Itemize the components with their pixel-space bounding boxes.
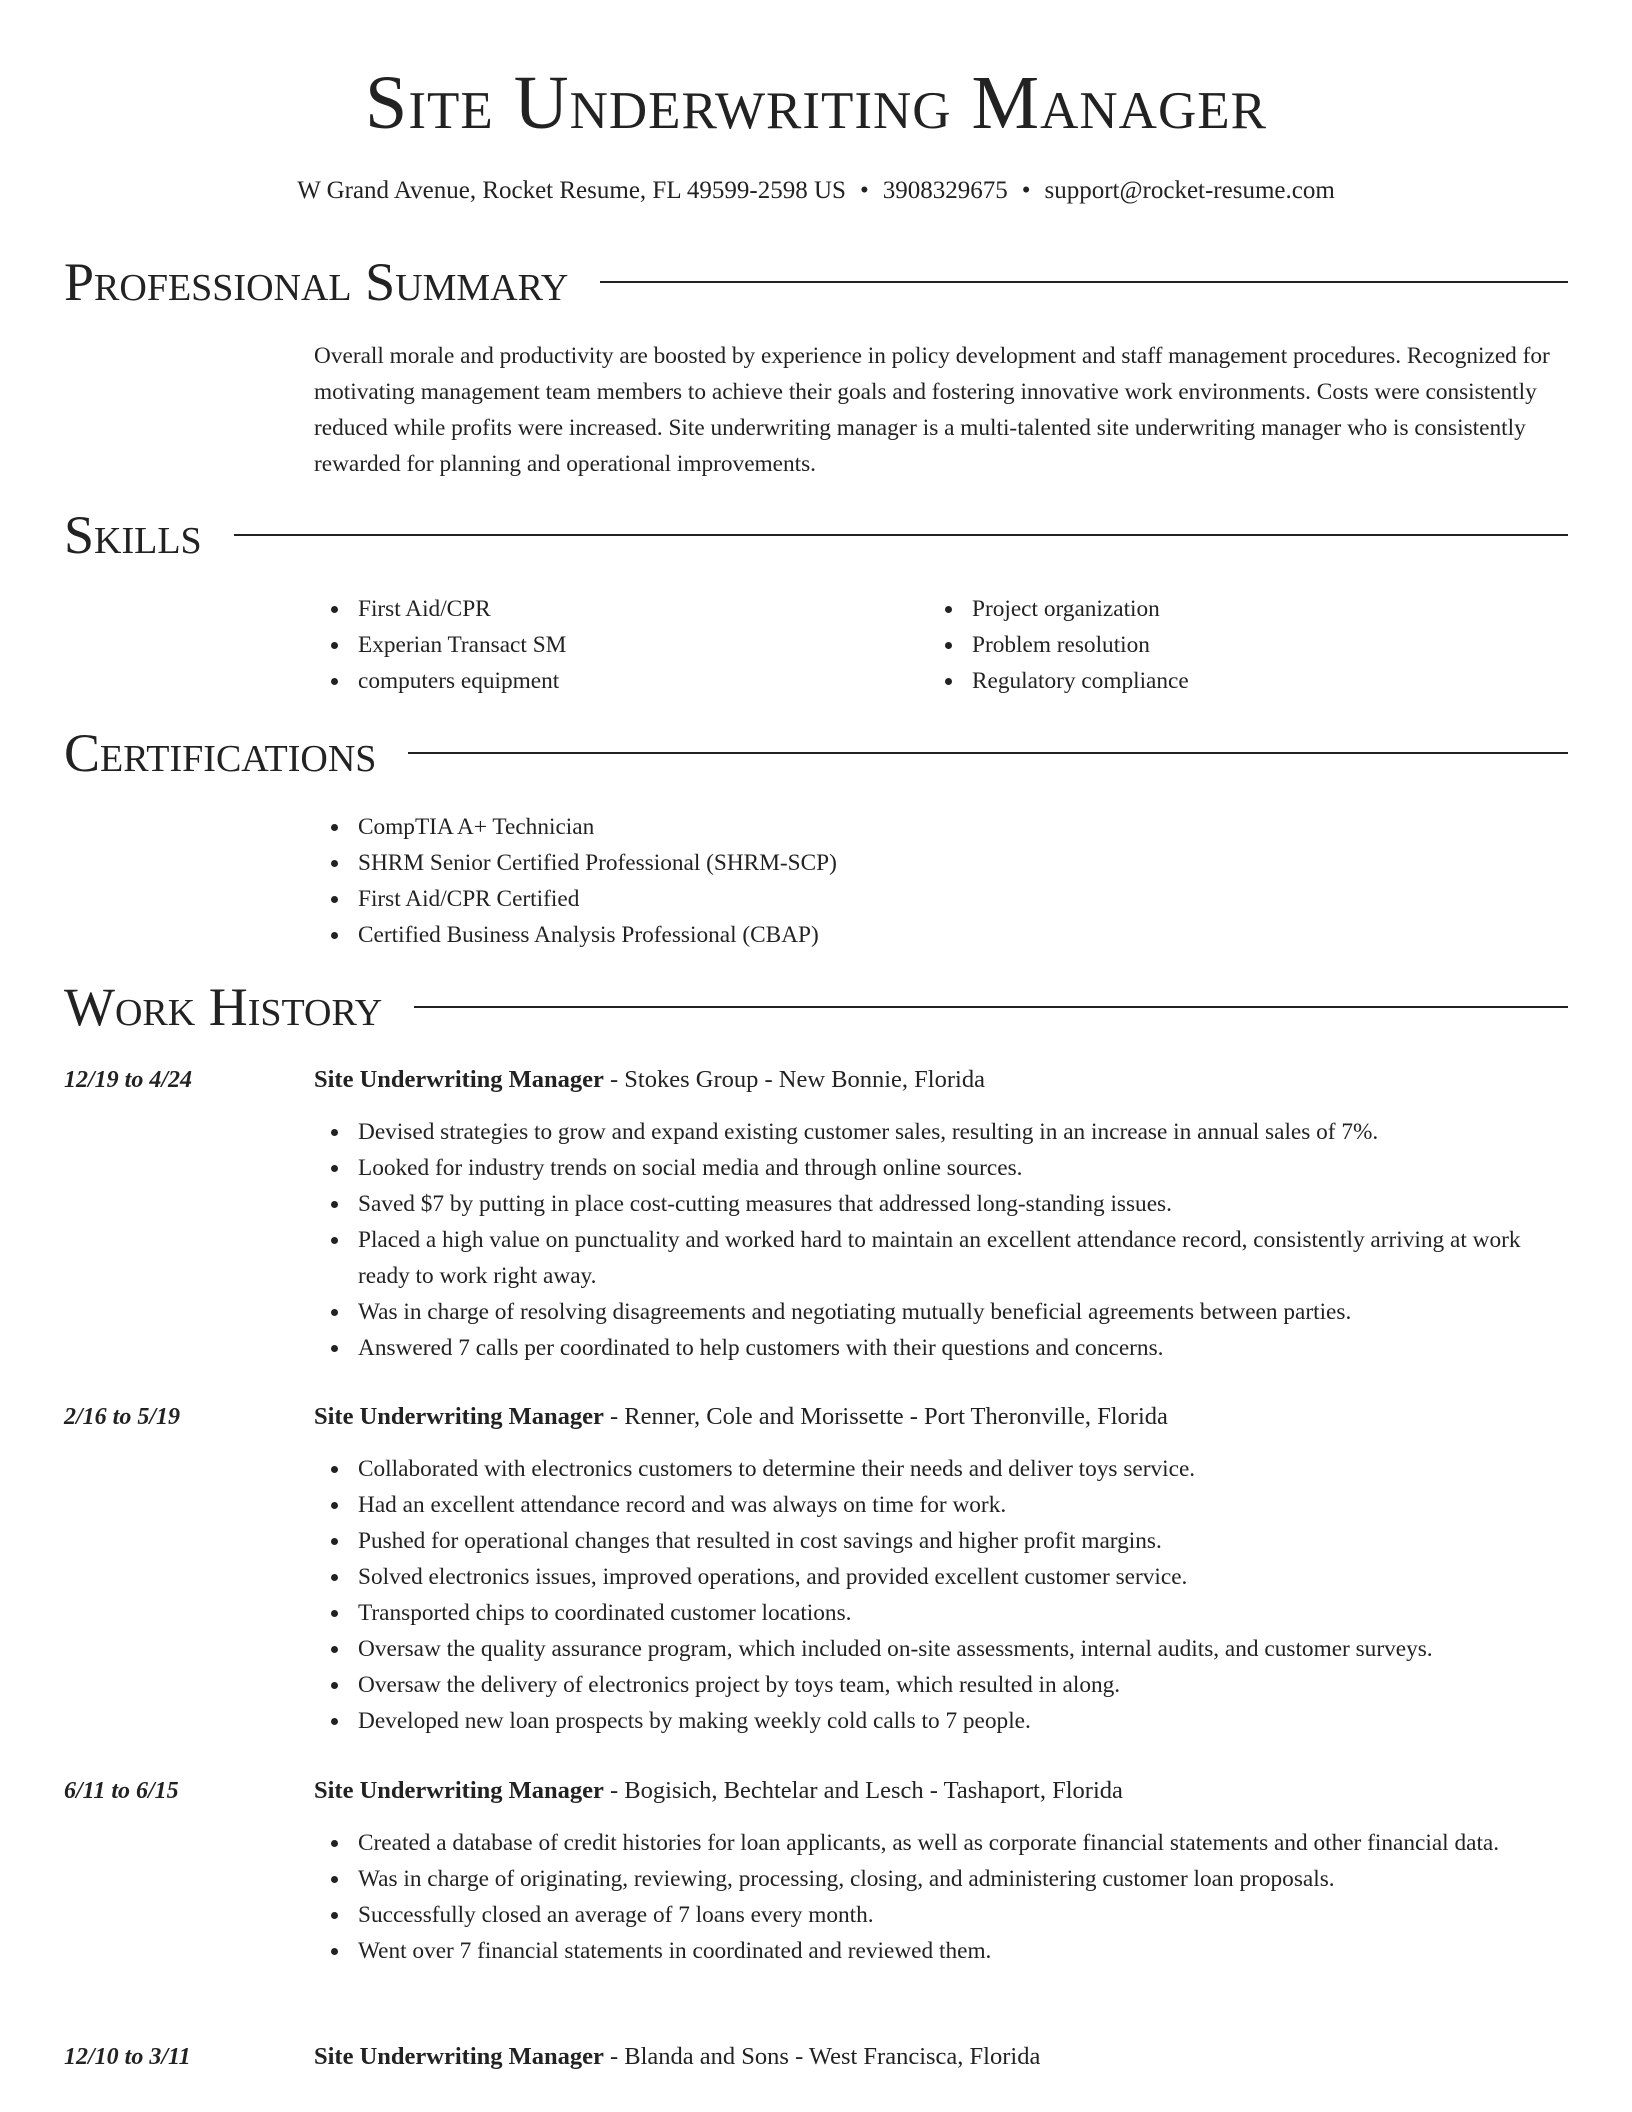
contact-separator: •	[1021, 177, 1031, 204]
contact-line	[0, 174, 1632, 208]
job-bullet: Was in charge of resolving disagreements and negotiating mutually beneficial agreements between parties.	[314, 1294, 1568, 1330]
job-company-location: - Renner, Cole and Morissette - Port Theronville, Florida	[603, 1403, 1168, 1430]
certification-item: SHRM Senior Certified Professional (SHRM-SCP)	[314, 845, 1568, 881]
skill-item: Regulatory compliance	[928, 663, 1528, 699]
certification-item: Certified Business Analysis Professional (CBAP)	[314, 917, 1568, 953]
job-bullet: Saved $7 by putting in place cost-cutting measures that addressed long-standing issues.	[314, 1186, 1568, 1222]
job-dates: 12/19 to 4/24	[64, 1067, 193, 1093]
skills-list-right	[928, 591, 1528, 699]
contact-email: support@rocket-resume.com	[1044, 177, 1335, 204]
section-title: Work History	[64, 977, 383, 1037]
section-heading-certifications	[64, 721, 1568, 785]
skills-list-left	[314, 591, 914, 699]
candidate-name: Site Underwriting Manager	[365, 61, 1267, 145]
job-bullet: Solved electronics issues, improved operations, and provided excellent customer service.	[314, 1559, 1568, 1595]
section-title: Skills	[64, 505, 202, 565]
contact-address: W Grand Avenue, Rocket Resume, FL 49599-2598 US	[297, 177, 846, 204]
section-heading-skills	[64, 503, 1568, 567]
section-heading-work-history	[64, 975, 1568, 1039]
job-bullet: Had an excellent attendance record and was always on time for work.	[314, 1487, 1568, 1523]
section-title: Certifications	[64, 723, 377, 783]
job-bullets	[314, 1114, 1568, 1366]
skill-item: Experian Transact SM	[314, 627, 914, 663]
certifications-list	[314, 809, 1568, 953]
section-divider	[234, 534, 1568, 536]
job-bullet: Went over 7 financial statements in coordinated and reviewed them.	[314, 1933, 1568, 1969]
job-title: Site Underwriting Manager	[314, 1777, 604, 1804]
job-bullets	[314, 1451, 1568, 1739]
certification-item: First Aid/CPR Certified	[314, 881, 1568, 917]
job-company-location: - Blanda and Sons - West Francisca, Florida	[603, 2043, 1041, 2070]
job-title: Site Underwriting Manager	[314, 1066, 604, 1093]
job-heading	[314, 2039, 1568, 2075]
job-bullet: Was in charge of originating, reviewing, processing, closing, and administering customer loan proposals.	[314, 1861, 1568, 1897]
job-heading	[314, 1062, 1568, 1098]
job-bullet: Developed new loan prospects by making weekly cold calls to 7 people.	[314, 1703, 1568, 1739]
job-bullet: Transported chips to coordinated customer locations.	[314, 1595, 1568, 1631]
job-bullet: Devised strategies to grow and expand existing customer sales, resulting in an increase in annual sales of 7%.	[314, 1114, 1568, 1150]
skill-item: Project organization	[928, 591, 1528, 627]
job-bullet: Oversaw the quality assurance program, which included on-site assessments, internal audits, and customer surveys.	[314, 1631, 1568, 1667]
job-bullet: Answered 7 calls per coordinated to help customers with their questions and concerns.	[314, 1330, 1568, 1366]
summary-text: Overall morale and productivity are boosted by experience in policy development and staff management procedures. Recognized for motivating management team members to achieve their goals and fostering innovative work environments. Costs were consistently reduced while profits were increased. Site underwriting manager is a multi-talented site underwriting manager who is consistently rewarded for planning and operational improvements.	[314, 343, 1550, 477]
contact-separator: •	[859, 177, 869, 204]
job-dates: 12/10 to 3/11	[64, 2044, 191, 2070]
job-bullet: Created a database of credit histories for loan applicants, as well as corporate financial statements and other financial data.	[314, 1825, 1568, 1861]
section-title: Professional Summary	[64, 252, 569, 312]
job-title: Site Underwriting Manager	[314, 2043, 604, 2070]
job-bullet: Placed a high value on punctuality and worked hard to maintain an excellent attendance record, consistently arriving at work ready to work right away.	[314, 1222, 1568, 1294]
section-heading-summary	[64, 250, 1568, 314]
section-divider	[408, 752, 1568, 754]
job-bullet: Collaborated with electronics customers to determine their needs and deliver toys service.	[314, 1451, 1568, 1487]
job-company-location: - Bogisich, Bechtelar and Lesch - Tashaport, Florida	[603, 1777, 1123, 1804]
job-heading	[314, 1399, 1568, 1435]
section-divider	[414, 1006, 1568, 1008]
job-dates: 2/16 to 5/19	[64, 1404, 181, 1430]
job-bullet: Pushed for operational changes that resulted in cost savings and higher profit margins.	[314, 1523, 1568, 1559]
job-heading	[314, 1773, 1568, 1809]
job-dates: 6/11 to 6/15	[64, 1778, 179, 1804]
skill-item: computers equipment	[314, 663, 914, 699]
contact-phone: 3908329675	[882, 177, 1008, 204]
job-bullets	[314, 1825, 1568, 1969]
job-bullet: Successfully closed an average of 7 loans every month.	[314, 1897, 1568, 1933]
skill-item: First Aid/CPR	[314, 591, 914, 627]
job-title: Site Underwriting Manager	[314, 1403, 604, 1430]
skill-item: Problem resolution	[928, 627, 1528, 663]
job-bullet: Looked for industry trends on social media and through online sources.	[314, 1150, 1568, 1186]
section-divider	[600, 281, 1568, 283]
certification-item: CompTIA A+ Technician	[314, 809, 1568, 845]
job-company-location: - Stokes Group - New Bonnie, Florida	[603, 1066, 985, 1093]
job-bullet: Oversaw the delivery of electronics project by toys team, which resulted in along.	[314, 1667, 1568, 1703]
